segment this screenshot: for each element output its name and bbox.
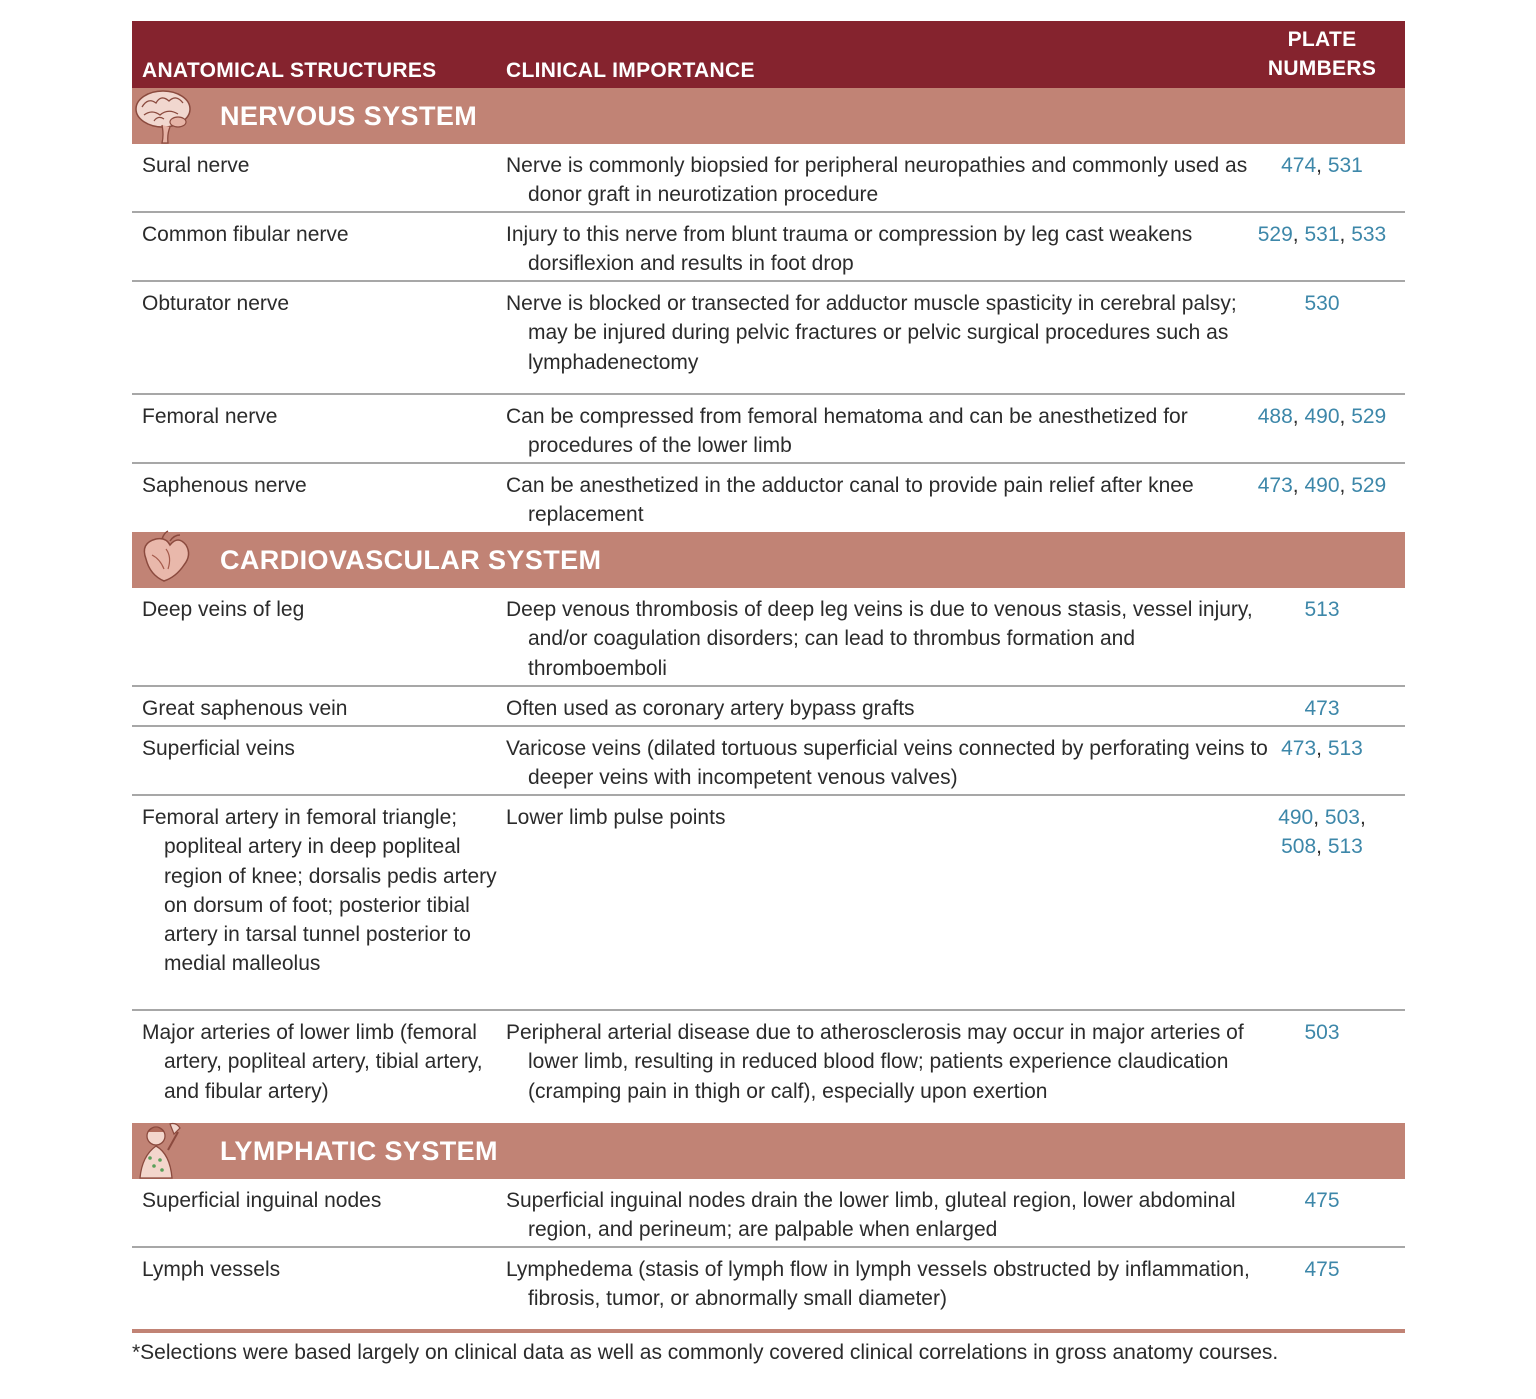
table-row — [132, 1179, 1405, 1248]
plate-link[interactable]: 473 — [1304, 697, 1340, 720]
plate-numbers-cell: 529, 531, 533 — [1257, 223, 1387, 246]
table-row — [132, 282, 1405, 395]
plate-numbers-cell — [1257, 289, 1387, 318]
structure-cell: Superficial inguinal nodes — [142, 1189, 382, 1212]
plate-link[interactable]: 529 — [1351, 405, 1387, 428]
table-row — [132, 588, 1405, 687]
table-row — [132, 464, 1405, 532]
structure-cell: Sural nerve — [142, 154, 250, 177]
plate-link[interactable]: 531 — [1327, 154, 1363, 177]
table-row — [132, 1011, 1405, 1123]
plate-link[interactable]: 529 — [1351, 474, 1387, 497]
plate-link[interactable]: 529 — [1257, 223, 1293, 246]
plate-link[interactable]: 473 — [1257, 474, 1293, 497]
plate-link[interactable]: 503 — [1324, 806, 1360, 829]
importance-cell: Deep venous thrombosis of deep leg veins is due to venous stasis, vessel injury, and/or coagulation disorders; can lead to thrombus formation and thromboemboli — [506, 598, 1253, 680]
plate-numbers-cell: 490, 503, 508, 513 — [1278, 806, 1366, 859]
plate-link[interactable]: 475 — [1304, 1258, 1340, 1281]
importance-cell: Superficial inguinal nodes drain the lower limb, gluteal region, lower abdominal region, and perineum; are palpable when enlarged — [506, 1189, 1236, 1242]
table-row — [132, 144, 1405, 213]
heart-icon — [132, 529, 194, 589]
structure-cell: Major arteries of lower limb (femoral artery, popliteal artery, tibial artery, and fibular artery) — [142, 1021, 483, 1103]
plate-link[interactable]: 490 — [1278, 806, 1314, 829]
plate-numbers-cell — [1257, 694, 1387, 723]
structure-cell: Common fibular nerve — [142, 223, 349, 246]
importance-cell: Lower limb pulse points — [506, 806, 726, 829]
plate-link[interactable]: 488 — [1257, 405, 1293, 428]
importance-cell: Nerve is commonly biopsied for peripheral neuropathies and commonly used as donor graft in neurotization procedure — [506, 154, 1248, 207]
plate-link[interactable]: 475 — [1304, 1189, 1340, 1212]
structure-cell: Femoral nerve — [142, 405, 278, 428]
plate-numbers-cell — [1257, 595, 1387, 624]
structure-cell: Obturator nerve — [142, 292, 290, 315]
lymph-figure-icon — [132, 1120, 194, 1180]
table-row — [132, 1248, 1405, 1327]
section-lymphatic-system — [132, 1123, 1405, 1179]
plate-link[interactable]: 513 — [1304, 598, 1340, 621]
structure-cell: Lymph vessels — [142, 1258, 281, 1281]
structure-cell: Great saphenous vein — [142, 697, 348, 720]
plate-numbers-cell — [1257, 1186, 1387, 1215]
plate-link[interactable]: 531 — [1304, 223, 1340, 246]
header-plate-numbers: PLATE NUMBERS — [1267, 28, 1377, 80]
plate-link[interactable]: 530 — [1304, 292, 1340, 315]
table-row — [132, 796, 1405, 1011]
section-title: NERVOUS SYSTEM — [220, 101, 478, 131]
plate-link[interactable]: 503 — [1304, 1021, 1340, 1044]
plate-numbers-cell — [1257, 1018, 1387, 1047]
importance-cell: Injury to this nerve from blunt trauma or compression by leg cast weakens dorsiflexion and results in foot drop — [506, 223, 1193, 276]
importance-cell: Nerve is blocked or transected for adductor muscle spasticity in cerebral palsy; may be injured during pelvic fractures or pelvic surgical procedures such as lymphadenectomy — [506, 292, 1237, 374]
importance-cell: Can be anesthetized in the adductor canal to provide pain relief after knee replacement — [506, 474, 1194, 527]
section-cardiovascular-system — [132, 532, 1405, 588]
plate-link[interactable]: 473 — [1281, 737, 1317, 760]
plate-link[interactable]: 513 — [1327, 737, 1363, 760]
importance-cell: Can be compressed from femoral hematoma and can be anesthetized for procedures of the lower limb — [506, 405, 1188, 458]
table-header — [132, 21, 1405, 88]
brain-icon — [132, 85, 194, 145]
importance-cell: Peripheral arterial disease due to atherosclerosis may occur in major arteries of lower limb, resulting in reduced blood flow; patients experience claudication (cramping pain in thigh or calf), especially upon exertion — [506, 1021, 1244, 1103]
plate-numbers-cell: 473, 513 — [1281, 737, 1363, 760]
structure-cell: Deep veins of leg — [142, 598, 305, 621]
plate-link[interactable]: 474 — [1281, 154, 1317, 177]
table-row — [132, 687, 1405, 727]
footnote: *Selections were based largely on clinical data as well as commonly covered clinical correlations in gross anatomy courses. — [132, 1341, 1279, 1364]
plate-numbers-cell: 473, 490, 529 — [1257, 474, 1387, 497]
plate-numbers-cell — [1257, 1255, 1387, 1284]
clinical-table — [132, 21, 1405, 1327]
importance-cell: Lymphedema (stasis of lymph flow in lymph vessels obstructed by inflammation, fibrosis, tumor, or abnormally small diameter) — [506, 1258, 1250, 1311]
importance-cell: Varicose veins (dilated tortuous superficial veins connected by perforating veins to deeper veins with incompetent venous valves) — [506, 737, 1268, 790]
importance-cell: Often used as coronary artery bypass grafts — [506, 697, 915, 720]
section-title: LYMPHATIC SYSTEM — [220, 1136, 498, 1166]
bottom-rule — [132, 1329, 1405, 1333]
plate-link[interactable]: 490 — [1304, 474, 1340, 497]
structure-cell: Saphenous nerve — [142, 474, 307, 497]
header-anatomical-structures: ANATOMICAL STRUCTURES — [142, 59, 437, 82]
plate-link[interactable]: 490 — [1304, 405, 1340, 428]
plate-link[interactable]: 508 — [1281, 835, 1317, 859]
header-clinical-importance: CLINICAL IMPORTANCE — [506, 59, 755, 82]
plate-numbers-cell: 488, 490, 529 — [1257, 405, 1387, 428]
table-row — [132, 213, 1405, 282]
structure-cell: Superficial veins — [142, 737, 295, 760]
plate-link[interactable]: 513 — [1327, 835, 1363, 859]
section-title: CARDIOVASCULAR SYSTEM — [220, 545, 602, 575]
table-row — [132, 395, 1405, 464]
plate-numbers-cell: 474, 531 — [1281, 154, 1363, 177]
structure-cell: Femoral artery in femoral triangle; popliteal artery in deep popliteal region of knee; dorsalis pedis artery on dorsum of foot; posterior tibial artery in tarsal tunnel posterior to medial malleolus — [142, 806, 497, 976]
section-nervous-system — [132, 88, 1405, 144]
table-row — [132, 727, 1405, 796]
plate-link[interactable]: 533 — [1351, 223, 1387, 246]
